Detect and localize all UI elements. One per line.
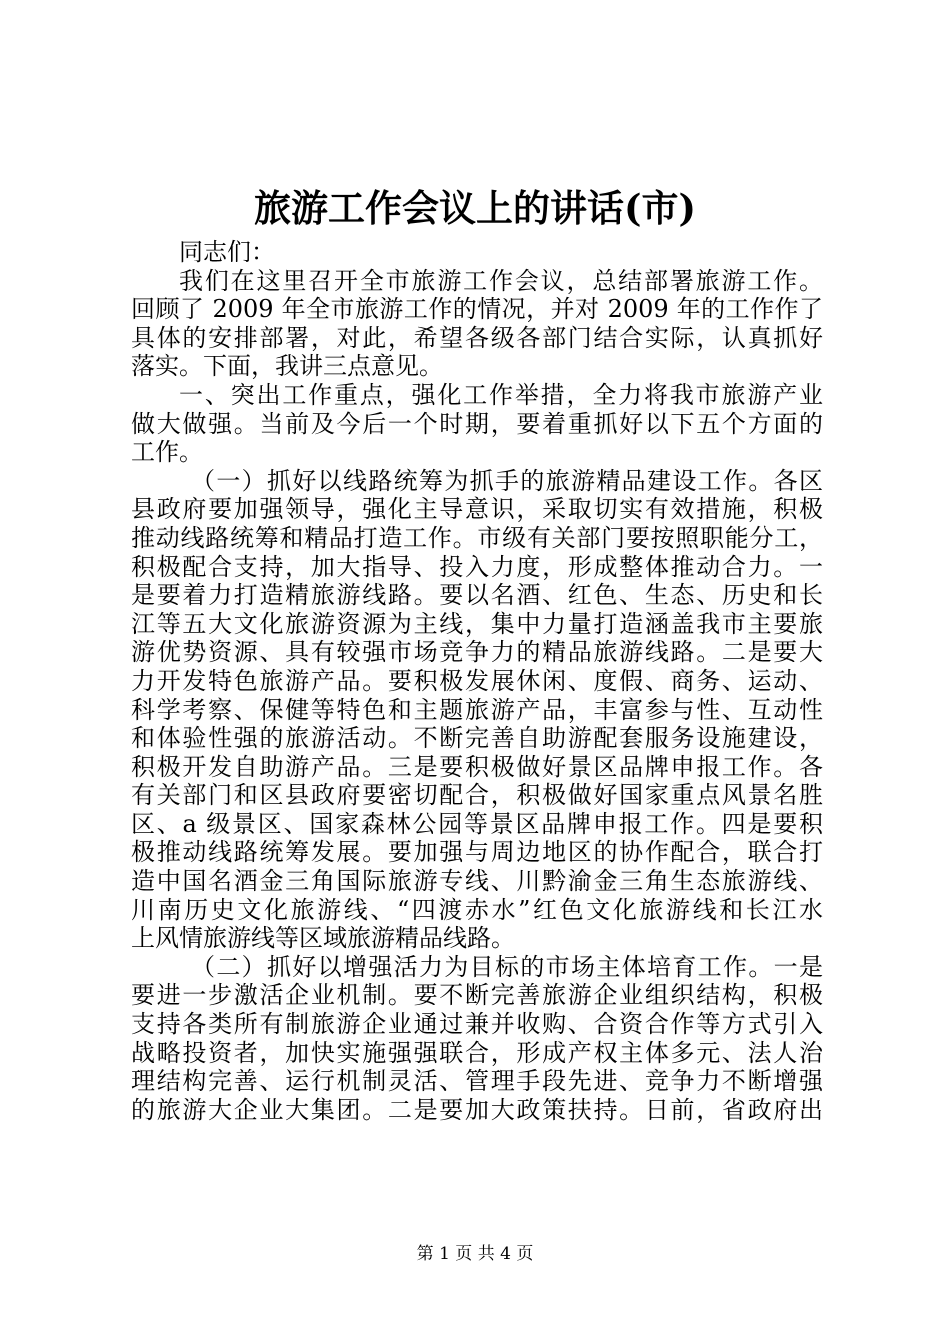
body-line: 县政府要加强领导，强化主导意识，采取切实有效措施，积极	[131, 495, 823, 524]
page-footer: 第 1 页 共 4 页	[416, 1244, 534, 1264]
body-line: （二）抓好以增强活力为目标的市场主体培育工作。一是	[191, 952, 823, 981]
body-line: 科学考察、保健等特色和主题旅游产品，丰富参与性、互动性	[131, 695, 823, 724]
body-line: 川南历史文化旅游线、“四渡赤水”红色文化旅游线和长江水	[131, 895, 823, 924]
body-line: 有关部门和区县政府要密切配合，积极做好国家重点风景名胜	[131, 781, 823, 810]
body-line: 是要着力打造精旅游线路。要以名酒、红色、生态、历史和长	[131, 581, 823, 610]
body-line: 具体的安排部署，对此，希望各级各部门结合实际，认真抓好	[131, 323, 823, 352]
body-line: 同志们：	[179, 238, 275, 266]
body-line: 推动线路统筹和精品打造工作。市级有关部门要按照职能分工，	[131, 523, 823, 552]
body-line: 游优势资源、具有较强市场竞争力的精品旅游线路。二是要大	[131, 638, 823, 667]
body-line: 工作。	[131, 438, 203, 467]
body-line: 积极配合支持，加大指导、投入力度，形成整体推动合力。一	[131, 552, 823, 581]
body-line: 落实。下面，我讲三点意见。	[131, 352, 443, 381]
body-line: 上风情旅游线等区域旅游精品线路。	[131, 924, 515, 953]
body-line: 和体验性强的旅游活动。不断完善自助游配套服务设施建设，	[131, 724, 823, 753]
body-line: 极推动线路统筹发展。要加强与周边地区的协作配合，联合打	[131, 838, 823, 867]
body-line: 战略投资者，加快实施强强联合，形成产权主体多元、法人治	[131, 1038, 823, 1067]
body-line: 理结构完善、运行机制灵活、管理手段先进、竞争力不断增强	[131, 1067, 823, 1096]
body-line: 要进一步激活企业机制。要不断完善旅游企业组织结构，积极	[131, 981, 823, 1010]
body-line: 回顾了 2009 年全市旅游工作的情况，并对 2009 年的工作作了	[131, 295, 823, 324]
body-line: 一、突出工作重点，强化工作举措，全力将我市旅游产业	[179, 380, 823, 409]
body-line: （一）抓好以线路统筹为抓手的旅游精品建设工作。各区	[191, 466, 823, 495]
body-line: 积极开发自助游产品。三是要积极做好景区品牌申报工作。各	[131, 752, 823, 781]
body-line: 支持各类所有制旅游企业通过兼并收购、合资合作等方式引入	[131, 1010, 823, 1039]
document-body	[131, 238, 823, 1124]
body-line: 江等五大文化旅游资源为主线，集中力量打造涵盖我市主要旅	[131, 609, 823, 638]
body-line: 我们在这里召开全市旅游工作会议，总结部署旅游工作。	[179, 266, 823, 295]
body-line: 造中国名酒金三角国际旅游专线、川黔渝金三角生态旅游线、	[131, 867, 823, 896]
document-title: 旅游工作会议上的讲话(市)	[253, 186, 696, 230]
body-line: 做大做强。当前及今后一个时期，要着重抓好以下五个方面的	[131, 409, 823, 438]
body-line: 力开发特色旅游产品。要积极发展休闲、度假、商务、运动、	[131, 666, 823, 695]
body-line: 的旅游大企业大集团。二是要加大政策扶持。日前，省政府出	[131, 1095, 823, 1124]
body-line: 区、a 级景区、国家森林公园等景区品牌申报工作。四是要积	[131, 809, 823, 838]
